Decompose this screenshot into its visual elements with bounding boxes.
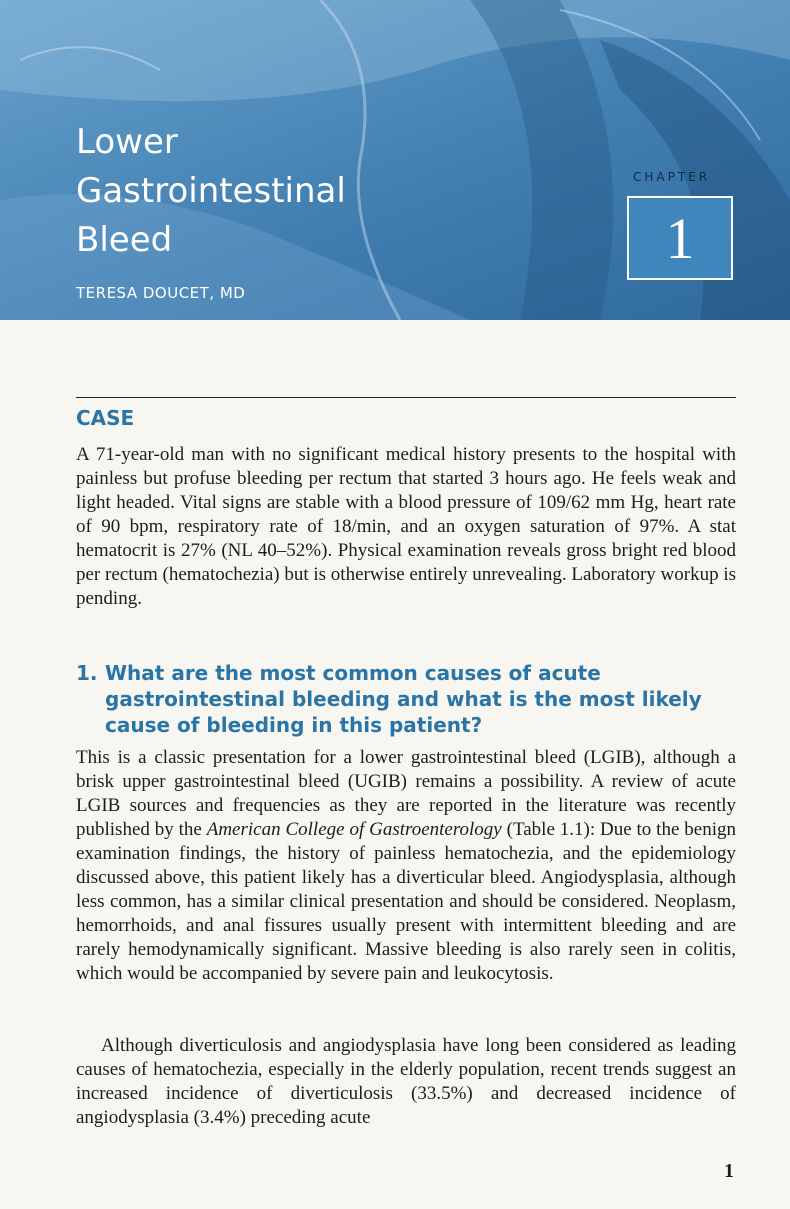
chapter-banner [0,0,790,320]
chapter-number: 1 [665,205,695,271]
answer-text: (Table 1.1): Due to the benign examination findings, the history of painless hematochezia, and the epidemiology discussed above, this patient likely has a diverticular bleed. Angiodysplasia, although less common, has a similar clinical presentation and should be considered. Neoplasm, hemorrhoids, and anal fissures usually present with intermittent bleeding and are rarely hemodynamically significant. Massive bleeding is also rarely seen in colitis, which would be accompanied by severe pain and leukocytosis. [76,819,736,984]
author-name: TERESA DOUCET, MD [76,284,246,302]
page-number: 1 [724,1160,734,1182]
section-divider [76,397,736,398]
question-heading [76,660,736,738]
title-line: Lower [76,122,178,162]
chapter-title [76,118,346,265]
case-heading: CASE [76,406,135,430]
chapter-number-box [627,196,733,280]
question-number: 1. [76,661,98,685]
answer-paragraph-2: Although diverticulosis and angiodysplasia have long been considered as leading causes of hematochezia, especially in the elderly population, recent trends suggest an increased incidence of diverticulosis (33.5%) and decreased incidence of angiodysplasia (3.4%) preceding acute [76,1035,736,1128]
journal-name: American College of Gastroenterology [206,819,502,840]
title-line: Gastrointestinal [76,171,346,211]
title-line: Bleed [76,220,173,260]
answer-text: This is a classic presentation for a lower gastrointestinal bleed (LGIB), although a brisk upper gastrointestinal bleed (UGIB) remains a possibility. A review of acute LGIB sources and frequencies as they are reported in the literature was recently published by the [76,747,736,840]
chapter-label: CHAPTER [633,170,711,184]
question-text: What are the most common causes of acute gastrointestinal bleeding and what is the most likely cause of bleeding in this patient? [105,661,702,737]
answer-paragraph [76,746,736,986]
case-text: A 71-year-old man with no significant medical history presents to the hospital with painless but profuse bleeding per rectum that started 3 hours ago. He feels weak and light headed. Vital signs are stable with a blood pressure of 109/62 mm Hg, heart rate of 90 bpm, respiratory rate of 18/min, and an oxygen saturation of 97%. A stat hematocrit is 27% (NL 40–52%). Physical examination reveals gross bright red blood per rectum (hematochezia) but is otherwise entirely unrevealing. Laboratory workup is pending. [76,444,737,609]
